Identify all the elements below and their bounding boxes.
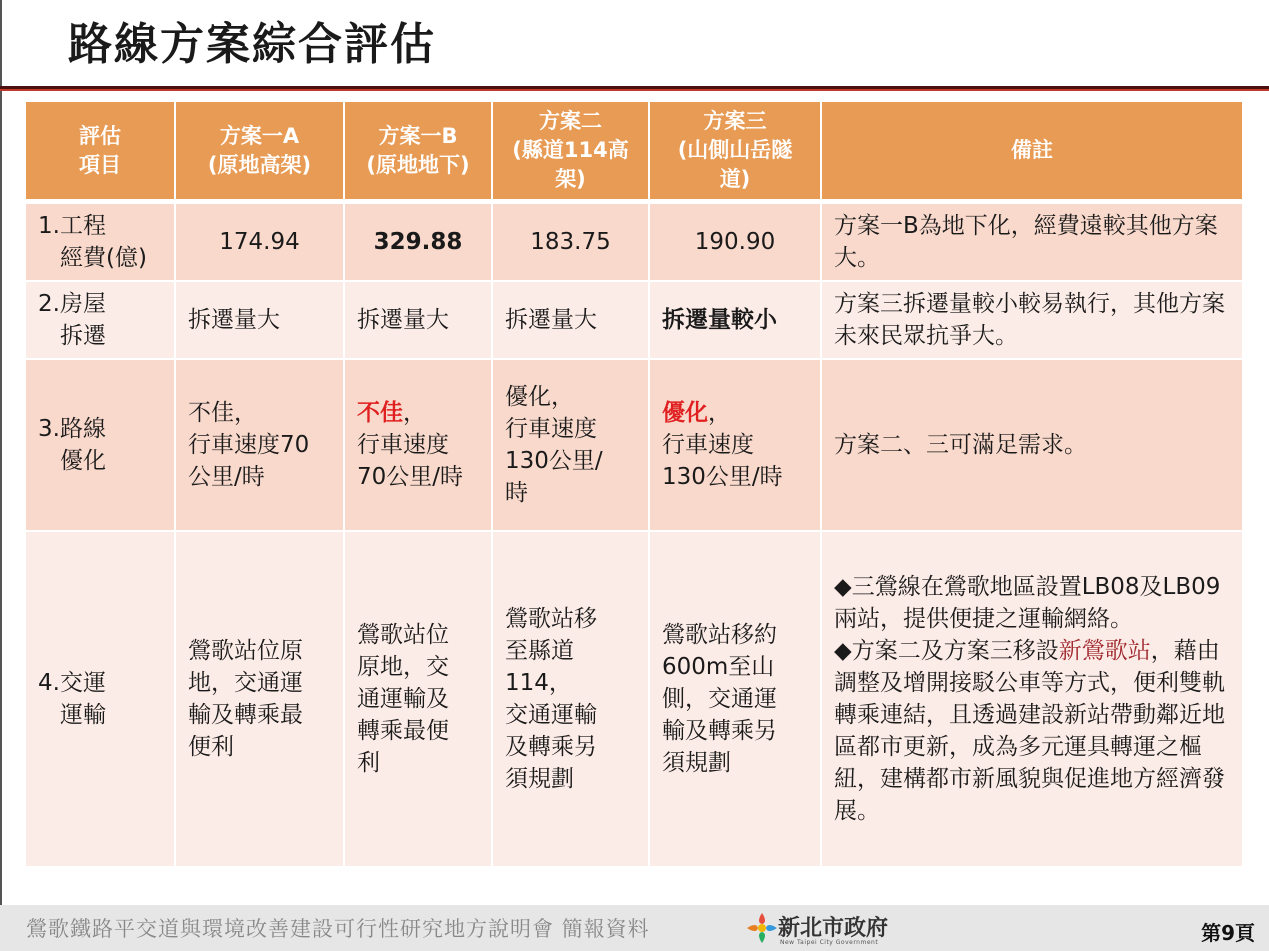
- row-label-relocation: [26, 282, 176, 360]
- header-option-3-line: 方案三: [703, 109, 767, 133]
- header-item-line: 評估: [79, 123, 121, 148]
- header-option-1a-line: (原地高架): [207, 152, 312, 177]
- cell-line: 鶯歌站位: [357, 622, 449, 648]
- cell-line: 及轉乘另: [505, 734, 597, 760]
- cell-route-1a: [176, 360, 345, 532]
- evaluation-table: [26, 102, 1244, 868]
- header-option-2-line: 架): [555, 167, 586, 191]
- cell-line: 轉乘最便: [357, 718, 449, 744]
- row-label-cost: [26, 204, 176, 282]
- title-underline-accent: [0, 89, 1269, 91]
- cell-relocation-2: 拆遷量大: [493, 282, 650, 360]
- row-label-line: 2.房屋: [38, 291, 106, 317]
- cell-line: 130公里/時: [662, 464, 783, 490]
- header-item-line: 項目: [79, 152, 121, 177]
- cell-cost-note: 方案一B為地下化，經費遠較其他方案大。: [822, 204, 1244, 282]
- cell-route-3: [650, 360, 822, 532]
- bullet-text: ，藉由調整及增開接駁公車等方式，便利雙軌轉乘連結，且透過建設新站帶動鄰近地區都市更新，成為多元運具轉運之樞紐，建構都市新風貌與促進地方經濟發展。: [834, 638, 1225, 824]
- cell-transport-note: [822, 532, 1244, 868]
- cell-relocation-1b: 拆遷量大: [345, 282, 493, 360]
- row-label-line: 拆遷: [60, 323, 106, 349]
- cell-relocation-note: 方案三拆遷量較小較易執行，其他方案未來民眾抗爭大。: [822, 282, 1244, 360]
- cell-line: 70公里/時: [357, 464, 464, 490]
- cell-line: [357, 397, 479, 429]
- cell-line: 鶯歌站移約: [662, 622, 777, 648]
- table-row-route: [26, 360, 1244, 532]
- table-header-row: [26, 102, 1244, 204]
- cell-line: 須規劃: [505, 766, 574, 792]
- row-label-line: 3.路線: [38, 416, 106, 442]
- header-option-2-line: (縣道114高: [512, 138, 629, 162]
- cell-transport-2: [493, 532, 650, 868]
- row-label-line: 運輸: [60, 702, 106, 728]
- cell-route-2: [493, 360, 650, 532]
- cell-line: 優化，: [505, 384, 574, 410]
- cell-line: 側，交通運: [662, 686, 777, 712]
- cell-line: 600m至山: [662, 654, 775, 680]
- header-option-2-line: 方案二: [539, 109, 602, 133]
- header-note: 備註: [822, 102, 1244, 204]
- cell-relocation-1a: 拆遷量大: [176, 282, 345, 360]
- cell-cost-3: 190.90: [650, 204, 822, 282]
- cell-transport-3: [650, 532, 822, 868]
- cell-line: 須規劃: [662, 750, 731, 776]
- row-label-route: [26, 360, 176, 532]
- header-option-1b: [345, 102, 493, 204]
- cell-cost-1b: 329.88: [345, 204, 493, 282]
- header-option-2: [493, 102, 650, 204]
- cell-line: 行車速度70: [188, 432, 310, 458]
- cell-line: 地，交通運: [188, 670, 303, 696]
- transport-note-bullet: ◆三鶯線在鶯歌地區設置LB08及LB09兩站，提供便捷之運輸網絡。: [834, 574, 1221, 632]
- header-option-1b-line: 方案一B: [378, 123, 458, 148]
- cell-line: 行車速度: [662, 432, 754, 458]
- highlight-text: 新鶯歌站: [1058, 638, 1151, 664]
- bullet-text: ◆方案二及方案三移設: [834, 638, 1059, 664]
- cell-line: 便利: [188, 734, 234, 760]
- header-option-3-line: (山側山岳隧: [677, 138, 793, 162]
- cell-line: 時: [505, 480, 528, 506]
- footer-bar: [0, 905, 1269, 951]
- table-row-transport: [26, 532, 1244, 868]
- cell-line: 鶯歌站位原: [188, 638, 303, 664]
- new-taipei-logo-icon: [744, 911, 780, 945]
- table-row-relocation: [26, 282, 1244, 360]
- cell-line: 輸及轉乘最: [188, 702, 303, 728]
- transport-note-list: [834, 571, 1230, 827]
- transport-note-bullet: [834, 635, 1230, 827]
- cell-line: 利: [357, 750, 380, 776]
- header-item: [26, 102, 176, 204]
- cell-line: 公里/時: [188, 464, 265, 490]
- row-label-line: 1.工程: [38, 213, 106, 239]
- table-row-cost: [26, 204, 1244, 282]
- cell-line: 原地，交: [357, 654, 449, 680]
- cell-cost-1a: 174.94: [176, 204, 345, 282]
- cell-line: 130公里/: [505, 448, 603, 474]
- header-option-1b-line: (原地地下): [366, 152, 470, 177]
- cell-line-tail: ，: [708, 400, 731, 426]
- highlight-text: 優化: [662, 400, 708, 426]
- slide-title: 路線方案綜合評估: [68, 19, 436, 70]
- cell-route-1b: [345, 360, 493, 532]
- header-option-3-line: 道): [719, 167, 751, 191]
- cell-line: 至縣道114，: [505, 638, 574, 696]
- cell-cost-2: 183.75: [493, 204, 650, 282]
- row-label-line: 4.交運: [38, 670, 106, 696]
- header-option-3: [650, 102, 822, 204]
- row-label-line: 經費(億): [60, 245, 147, 271]
- cell-line: 交通運輸: [505, 702, 597, 728]
- header-option-1a: [176, 102, 345, 204]
- cell-route-note: 方案二、三可滿足需求。: [822, 360, 1244, 532]
- cell-line: 輸及轉乘另: [662, 718, 777, 744]
- row-label-transport: [26, 532, 176, 868]
- left-edge-line: [0, 0, 2, 951]
- footer-caption: 鶯歌鐵路平交道與環境改善建設可行性研究地方說明會 簡報資料: [26, 917, 650, 941]
- highlight-text: 不佳: [357, 400, 403, 426]
- cell-line: 鶯歌站移: [505, 606, 597, 632]
- cell-line: 行車速度: [505, 416, 597, 442]
- row-label-line: 優化: [60, 448, 106, 474]
- cell-transport-1a: [176, 532, 345, 868]
- gov-name: 新北市政府: [778, 915, 889, 941]
- cell-transport-1b: [345, 532, 493, 868]
- cell-line-tail: ，: [403, 400, 426, 426]
- cell-line: 通運輸及: [357, 686, 449, 712]
- gov-english-name: New Taipei City Government: [780, 939, 879, 946]
- cell-line: 不佳，: [188, 400, 257, 426]
- cell-line: [662, 397, 808, 429]
- cell-line: 行車速度: [357, 432, 449, 458]
- header-option-1a-line: 方案一A: [219, 123, 300, 148]
- page-number: 第9頁: [1201, 921, 1255, 945]
- cell-relocation-3: 拆遷量較小: [650, 282, 822, 360]
